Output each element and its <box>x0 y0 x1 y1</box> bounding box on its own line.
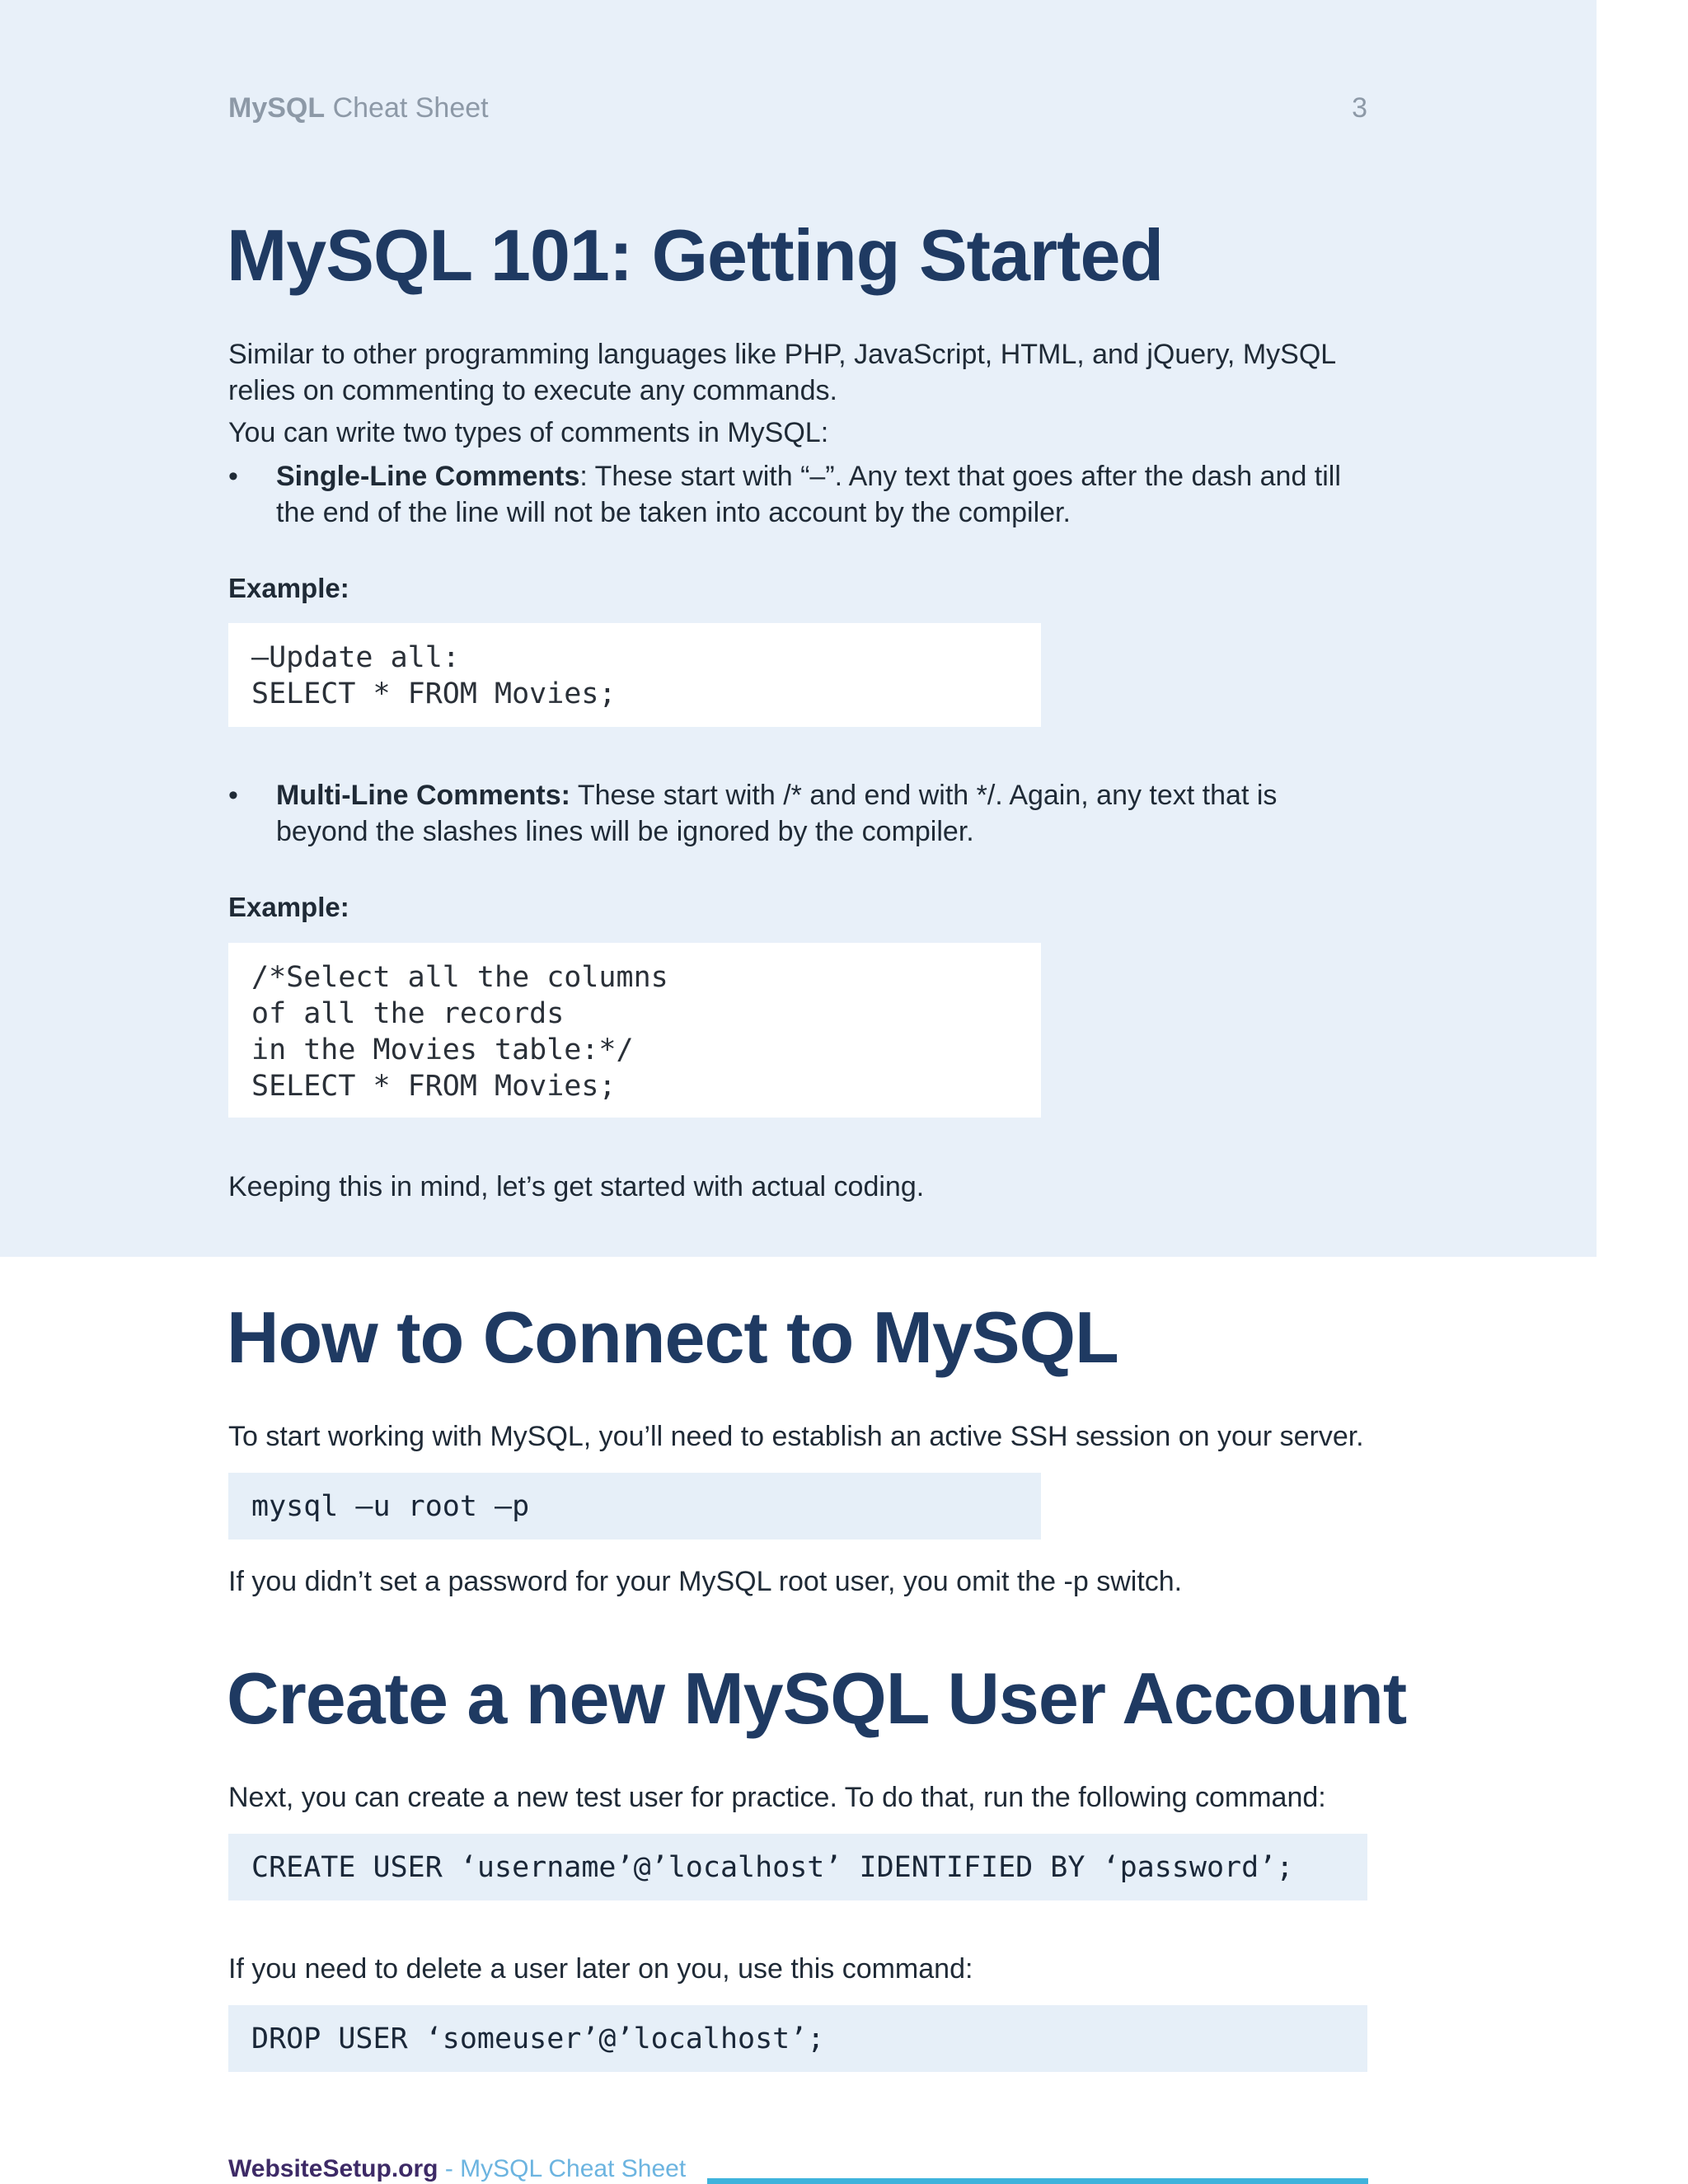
code-example-multi-line: /*Select all the columns of all the records in the Movies table:*/ SELECT * FROM Movies; <box>228 943 1041 1118</box>
bullet-dot: • <box>228 780 238 811</box>
bullet-multi-line-text: These start with /* and end with */. Again, any text that is beyond the slashes lines will be ignored by the compiler. <box>276 780 1278 847</box>
code-connect: mysql –u root –p <box>228 1473 1041 1540</box>
example-label-1: Example: <box>228 573 349 603</box>
code-create-user: CREATE USER ‘username’@’localhost’ IDENTIFIED BY ‘password’; <box>228 1834 1367 1900</box>
section-title-getting-started: MySQL 101: Getting Started <box>227 214 1164 296</box>
bullet-single-line <box>276 458 1374 531</box>
connect-intro: To start working with MySQL, you’ll need to establish an active SSH session on your server. <box>228 1421 1364 1452</box>
code-example-single-line: –Update all: SELECT * FROM Movies; <box>228 623 1041 727</box>
header-brand <box>228 92 489 124</box>
bullet-dot: • <box>228 461 238 492</box>
create-user-intro: Next, you can create a new test user for practice. To do that, run the following command: <box>228 1782 1326 1813</box>
section-title-create-user: Create a new MySQL User Account <box>227 1657 1407 1739</box>
bullet-multi-line <box>276 777 1374 850</box>
comment-types-intro: You can write two types of comments in MySQL: <box>228 417 829 448</box>
delete-user-intro: If you need to delete a user later on you, use this command: <box>228 1953 973 1985</box>
page-number: 3 <box>1352 92 1367 124</box>
connect-note: If you didn’t set a password for your MySQL root user, you omit the -p switch. <box>228 1566 1183 1597</box>
bullet-single-line-text: : These start with “–”. Any text that goes after the dash and till the end of the line will not be taken into account by the compiler. <box>276 461 1341 528</box>
code-drop-user: DROP USER ‘someuser’@’localhost’; <box>228 2005 1367 2072</box>
footer-site: WebsiteSetup.org <box>228 2155 438 2182</box>
footer-accent-line <box>707 2178 1368 2184</box>
footer-brand <box>228 2155 686 2183</box>
bullet-single-line-bold: Single-Line Comments <box>276 461 580 492</box>
header-brand-rest: Cheat Sheet <box>325 92 489 124</box>
section-title-connect: How to Connect to MySQL <box>227 1296 1118 1378</box>
bullet-multi-line-bold: Multi-Line Comments: <box>276 780 570 811</box>
header-brand-bold: MySQL <box>228 92 326 124</box>
example-label-2: Example: <box>228 892 349 922</box>
footer-rest: - MySQL Cheat Sheet <box>438 2155 687 2182</box>
outro-paragraph: Keeping this in mind, let’s get started with actual coding. <box>228 1171 925 1202</box>
intro-paragraph: Similar to other programming languages like PHP, JavaScript, HTML, and jQuery, MySQL relies on commenting to execute any commands. <box>228 339 1335 406</box>
